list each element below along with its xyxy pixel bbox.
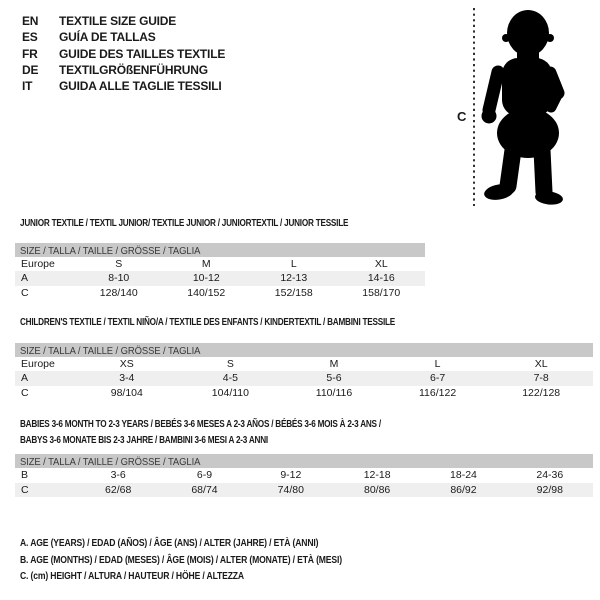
- size-value-cell: 62/68: [105, 483, 132, 496]
- size-header-text: SIZE / TALLA / TAILLE / GRÖSSE / TAGLIA: [20, 244, 201, 257]
- size-value-cell: XL: [374, 257, 388, 270]
- size-table-body: [15, 357, 593, 401]
- size-value-cell: 14-16: [367, 272, 395, 284]
- section-babies-textile: [15, 417, 593, 497]
- size-value-cell: 6-9: [196, 469, 213, 481]
- baby-silhouette: [482, 10, 564, 206]
- guide-title-text: TEXTILGRÖßENFÜHRUNG: [59, 63, 208, 78]
- size-value-cell: 98/104: [110, 386, 143, 399]
- size-header-bar: [15, 343, 593, 357]
- size-value-cell: 4-5: [222, 372, 238, 384]
- size-value-cell: 18-24: [450, 469, 477, 481]
- guide-title-text: TEXTILE SIZE GUIDE: [59, 14, 177, 29]
- guide-title-text: GUIDE DES TAILLES TEXTILE: [59, 46, 226, 61]
- table-row-c: [15, 483, 593, 498]
- row-label: A: [21, 272, 29, 284]
- size-value-cell: M: [329, 357, 339, 370]
- size-value-cell: S: [226, 357, 234, 370]
- size-table-body: [15, 257, 425, 301]
- height-label-c: C: [457, 109, 467, 124]
- size-value-cell: 12-18: [363, 469, 391, 481]
- language-code: FR: [22, 46, 38, 61]
- language-row: [22, 62, 225, 78]
- table-row-a: [15, 371, 593, 386]
- size-table: [15, 243, 425, 301]
- table-row-c: [15, 386, 593, 401]
- size-value-cell: 110/116: [315, 386, 353, 399]
- size-value-cell: 9-12: [280, 469, 302, 481]
- baby-figure: [440, 0, 600, 215]
- table-row-europe: [15, 257, 425, 272]
- section-title-line: BABYS 3-6 MONATE BIS 2-3 JAHRE / BAMBINI 3-6 MESI A 2-3 ANNI: [20, 433, 268, 446]
- row-label: Europe: [21, 357, 55, 370]
- size-value-cell: 104/110: [211, 386, 249, 399]
- language-row: [22, 46, 225, 62]
- size-value-cell: M: [201, 257, 211, 270]
- guide-title-text: GUÍA DE TALLAS: [59, 30, 156, 45]
- size-value-cell: 3-4: [119, 372, 135, 384]
- language-code: ES: [22, 30, 38, 45]
- footnote-age-months: B. AGE (MONTHS) / EDAD (MESES) / ÂGE (MOIS) / ALTER (MONATE) / ETÀ (MESI): [20, 553, 342, 566]
- row-label: A: [21, 372, 29, 384]
- row-label: Europe: [21, 257, 55, 270]
- table-row-a: [15, 271, 425, 286]
- size-value-cell: 158/170: [362, 286, 401, 299]
- size-header-text: SIZE / TALLA / TAILLE / GRÖSSE / TAGLIA: [20, 456, 201, 468]
- section-title-line: CHILDREN'S TEXTILE / TEXTIL NIÑO/A / TEXTILE DES ENFANTS / KINDERTEXTIL / BAMBINI TESSILE: [20, 316, 396, 328]
- section-title: [15, 315, 593, 331]
- language-title-list: [22, 13, 225, 94]
- size-value-cell: 86/92: [450, 483, 477, 496]
- size-value-cell: 152/158: [274, 286, 313, 299]
- language-row: [22, 78, 225, 94]
- language-code: IT: [22, 79, 33, 94]
- size-table: [15, 454, 593, 497]
- language-code: EN: [22, 14, 39, 29]
- size-header-text: SIZE / TALLA / TAILLE / GRÖSSE / TAGLIA: [20, 344, 201, 357]
- size-value-cell: XL: [534, 357, 548, 370]
- size-value-cell: S: [115, 257, 123, 270]
- section-title-line: BABIES 3-6 MONTH TO 2-3 YEARS / BEBÉS 3-6 MESES A 2-3 AÑOS / BÉBÉS 3-6 MOIS À 2-3 ANS /: [20, 418, 381, 430]
- size-table: [15, 343, 593, 401]
- section-childrens-textile: [15, 315, 593, 400]
- size-header-bar: [15, 243, 425, 257]
- size-value-cell: 6-7: [429, 372, 446, 384]
- language-row: [22, 13, 225, 29]
- section-junior-textile: [15, 216, 425, 300]
- size-value-cell: 68/74: [191, 483, 218, 496]
- section-title-line: JUNIOR TEXTILE / TEXTIL JUNIOR/ TEXTILE JUNIOR / JUNIORTEXTIL / JUNIOR TESSILE: [20, 217, 349, 229]
- size-value-cell: 8-10: [108, 272, 130, 284]
- size-value-cell: 128/140: [99, 286, 138, 299]
- section-title: [15, 216, 425, 232]
- size-value-cell: 122/128: [522, 386, 561, 399]
- guide-title-text: GUIDA ALLE TAGLIE TESSILI: [59, 79, 222, 94]
- size-value-cell: L: [290, 257, 297, 270]
- row-label: C: [21, 483, 29, 496]
- size-value-cell: 3-6: [110, 469, 126, 481]
- footnote-height: C. (cm) HEIGHT / ALTURA / HAUTEUR / HÖHE / ALTEZZA: [20, 570, 244, 582]
- footnote-age-years: A. AGE (YEARS) / EDAD (AÑOS) / ÂGE (ANS) / ALTER (JAHRE) / ETÀ (ANNI): [20, 537, 319, 549]
- size-value-cell: 5-6: [326, 372, 342, 384]
- size-value-cell: 24-36: [536, 469, 564, 481]
- size-value-cell: 10-12: [192, 272, 220, 284]
- size-value-cell: 92/98: [536, 483, 563, 496]
- size-value-cell: XS: [119, 357, 134, 370]
- size-value-cell: 12-13: [280, 272, 308, 284]
- table-row-europe: [15, 357, 593, 372]
- language-row: [22, 29, 225, 45]
- row-label: C: [21, 286, 29, 299]
- table-row-c: [15, 286, 425, 301]
- section-title: [15, 417, 593, 448]
- size-value-cell: L: [434, 357, 441, 370]
- size-value-cell: 7-8: [533, 372, 549, 384]
- size-header-bar: [15, 454, 593, 468]
- size-value-cell: 80/86: [364, 483, 391, 496]
- row-label: B: [21, 469, 29, 481]
- table-row-b: [15, 468, 593, 483]
- size-value-cell: 74/80: [277, 483, 304, 496]
- size-value-cell: 140/152: [187, 286, 226, 299]
- measure-legend: [20, 535, 413, 585]
- language-code: DE: [22, 63, 39, 78]
- size-value-cell: 116/122: [418, 386, 457, 399]
- size-table-body: [15, 468, 593, 497]
- row-label: C: [21, 386, 29, 399]
